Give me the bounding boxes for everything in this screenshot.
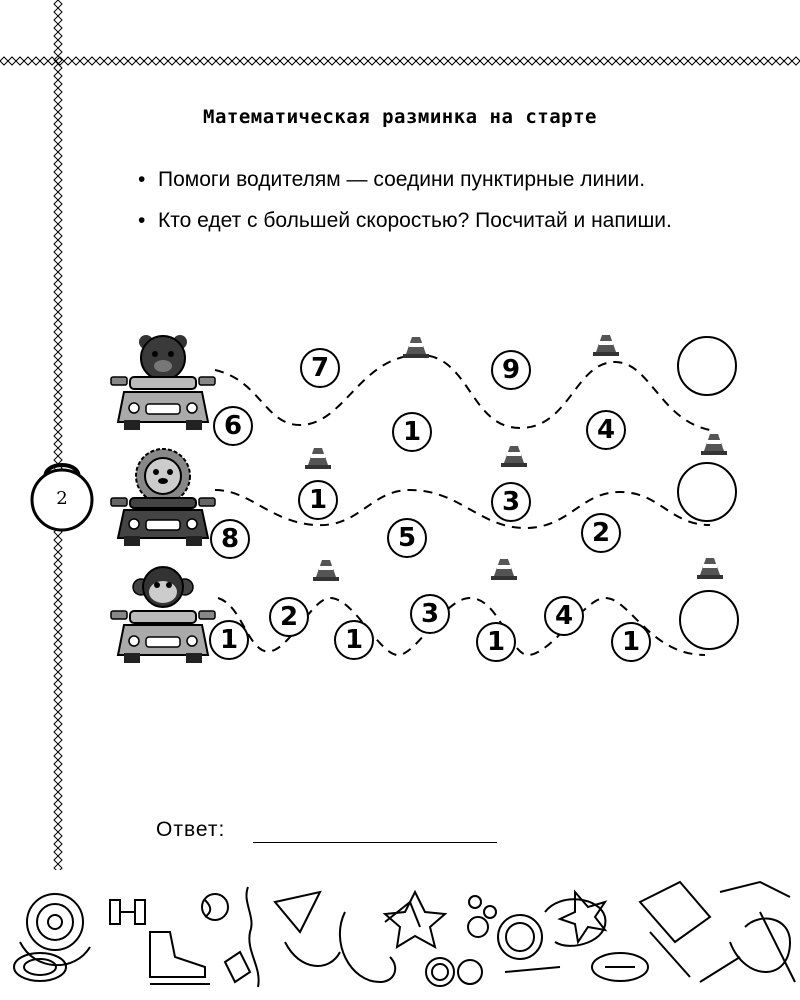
traffic-cone-icon	[312, 558, 340, 582]
task-item	[138, 207, 738, 234]
answer-label: Ответ:	[156, 818, 226, 841]
track-1-path	[215, 355, 710, 430]
traffic-cone-icon	[402, 335, 430, 359]
traffic-cone-icon	[500, 444, 528, 468]
bear-car-icon	[108, 332, 216, 432]
track-3-number: 1	[334, 620, 374, 660]
page-number: 2	[56, 488, 68, 509]
traffic-cone-icon	[592, 333, 620, 357]
track-3-number: 1	[611, 622, 651, 662]
track-2-answer-circle[interactable]	[677, 462, 737, 522]
track-2-path	[215, 490, 710, 528]
task-text: Кто едет с большей скоростью? Посчитай и напиши.	[158, 209, 672, 232]
track-2-number: 8	[210, 519, 250, 559]
traffic-cone-icon	[700, 432, 728, 456]
top-zigzag-border	[0, 56, 800, 66]
kettlebell-page-number	[22, 450, 102, 540]
traffic-cone-icon	[696, 556, 724, 580]
track-1-number: 7	[300, 348, 340, 388]
track-1-number: 1	[392, 412, 432, 452]
track-3-number: 3	[410, 594, 450, 634]
track-2-number: 1	[298, 480, 338, 520]
track-1-answer-circle[interactable]	[677, 336, 737, 396]
track-1-number: 4	[586, 410, 626, 450]
track-1-number: 9	[491, 350, 531, 390]
task-text: Помоги водителям — соедини пунктирные линии.	[158, 168, 646, 191]
track-3-number: 2	[269, 597, 309, 637]
page-title: Математическая разминка на старте	[203, 106, 597, 128]
lion-car-icon	[108, 448, 216, 548]
bullet-dot: •	[138, 168, 146, 191]
track-3-number: 4	[544, 596, 584, 636]
track-2-number: 2	[581, 513, 621, 553]
traffic-cone-icon	[490, 557, 518, 581]
track-3-number: 1	[476, 622, 516, 662]
track-2-number: 5	[387, 518, 427, 558]
track-2-number: 3	[491, 482, 531, 522]
monkey-car-icon	[108, 565, 216, 665]
traffic-cone-icon	[304, 446, 332, 470]
track-1-number: 6	[213, 406, 253, 446]
sports-equipment-icon	[0, 872, 800, 1000]
bullet-dot: •	[138, 209, 146, 232]
track-3-answer-circle[interactable]	[679, 590, 739, 650]
track-3-number: 1	[209, 620, 249, 660]
answer-input-line[interactable]	[253, 842, 497, 843]
task-item	[138, 166, 738, 193]
left-zigzag-border	[52, 0, 64, 870]
task-list	[138, 166, 738, 248]
